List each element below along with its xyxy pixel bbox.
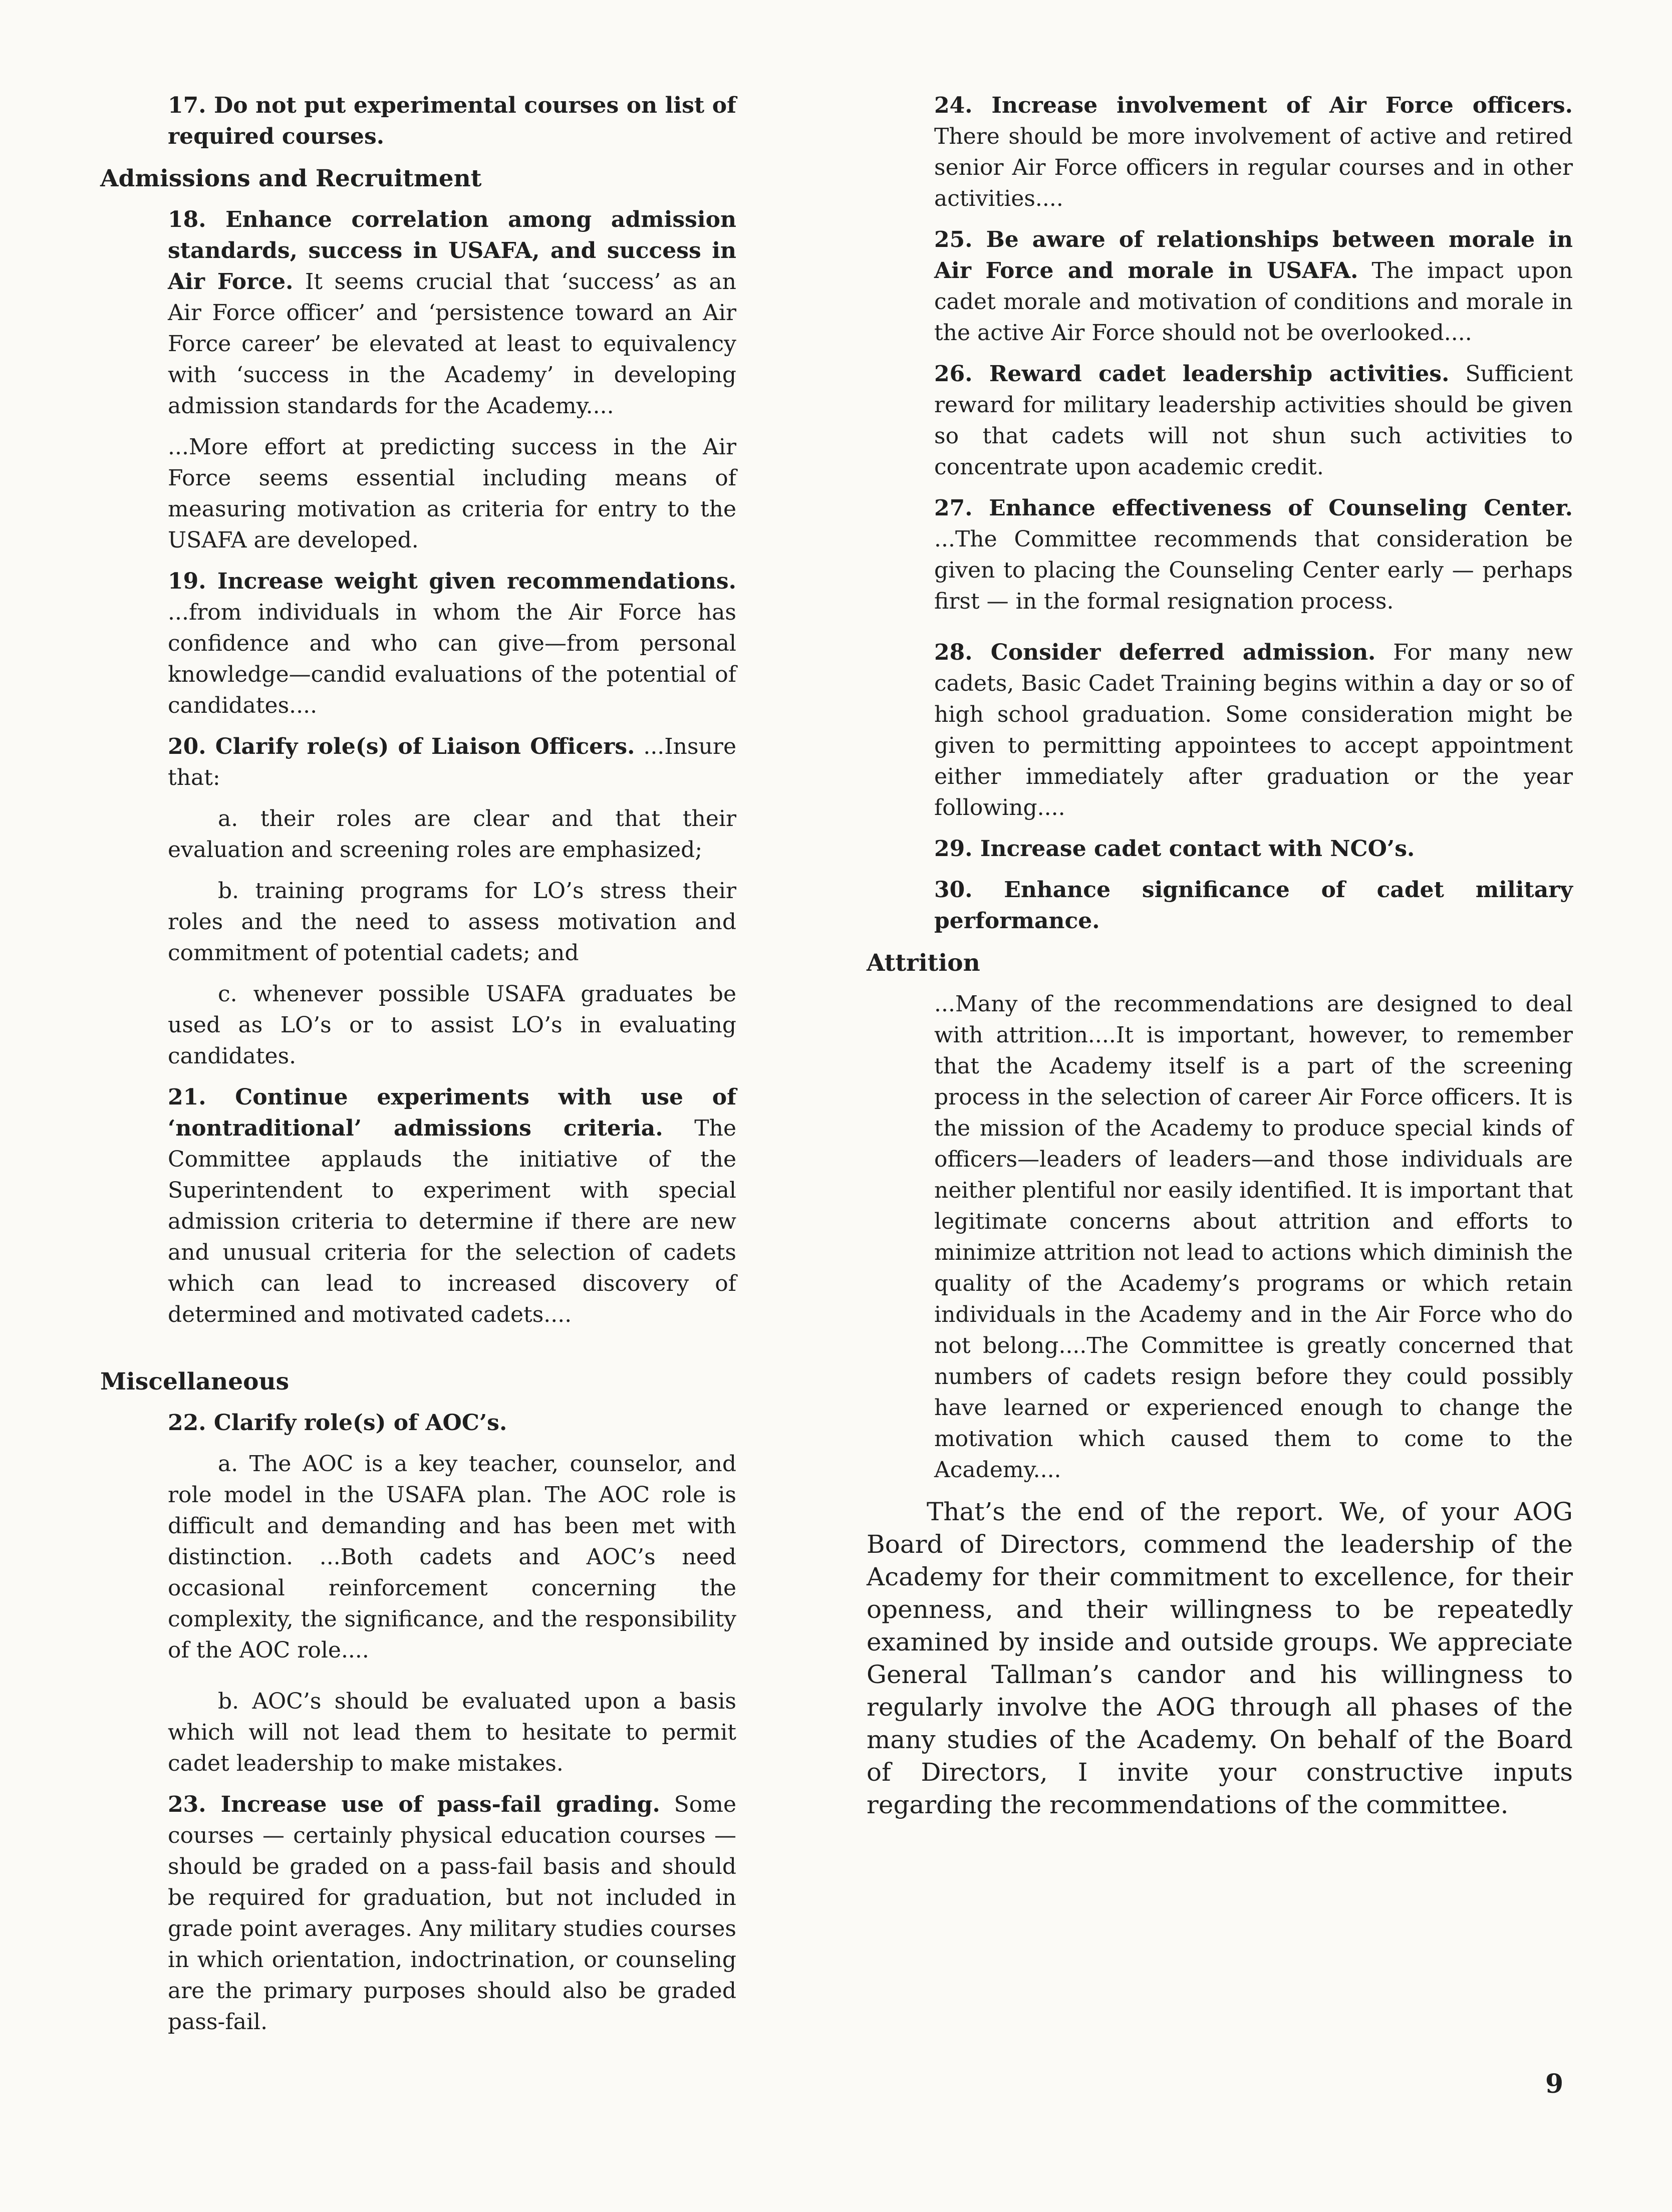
recommendation-text: ...from individuals in whom the Air Force has confidence and who can give—from personal knowledge—candid evaluations of the potential of candidates.... xyxy=(168,600,736,718)
recommendation-18 xyxy=(168,204,736,422)
right-column xyxy=(867,90,1573,1821)
left-column xyxy=(100,90,736,2048)
recommendation-title: 20. Clarify role(s) of Liaison Officers. xyxy=(168,734,635,759)
recommendation-title: 18. Enhance correlation among admission standards, success in USAFA, and success in Air Force. xyxy=(168,207,736,295)
section-heading-attrition: Attrition xyxy=(867,949,980,977)
recommendation-text: It seems crucial that ‘success’ as an Air Force officer’ and ‘persistence toward an Air Force career’ be elevated at least to equivalency with ‘success in the Academy’ in developing admission standards for the Academy.... xyxy=(168,269,736,419)
recommendation-23 xyxy=(168,1789,736,2038)
recommendation-title: 21. Continue experiments with use of ‘nontraditional’ admissions criteria. xyxy=(168,1084,736,1141)
recommendation-text: ...The Committee recommends that consideration be given to placing the Counseling Center early — perhaps first — in the formal resignation process. xyxy=(934,526,1573,614)
recommendation-22-b: b. AOC’s should be evaluated upon a basis which will not lead them to hesitate to permit cadet leadership to make mistakes. xyxy=(168,1689,736,1776)
attrition-paragraph: ...Many of the recommendations are designed to deal with attrition....It is important, however, to remember that the Academy itself is a part of the screening process in the selection of career Air Force officers. It is the mission of the Academy to produce special kinds of officers—leaders of leaders—and those individuals are neither plentiful nor easily identified. It is important that legitimate concerns about attrition and efforts to minimize attrition not lead to actions which diminish the quality of the Academy’s programs or which retain individuals in the Academy and in the Air Force who do not belong....The Committee is greatly concerned that numbers of cadets resign before they could possibly have learned or experienced enough to change the motivation which caused them to come to the Academy.... xyxy=(934,991,1573,1483)
recommendation-26 xyxy=(934,359,1573,483)
recommendation-20 xyxy=(168,731,736,793)
recommendation-title: 19. Increase weight given recommendations. xyxy=(168,569,736,594)
recommendation-title: 26. Reward cadet leadership activities. xyxy=(934,361,1450,387)
recommendation-title: 30. Enhance significance of cadet military performance. xyxy=(934,877,1573,934)
recommendation-25 xyxy=(934,224,1573,349)
recommendation-20-c: c. whenever possible USAFA graduates be used as LO’s or to assist LO’s in evaluating candidates. xyxy=(168,981,736,1069)
recommendation-20-b: b. training programs for LO’s stress their roles and the need to assess motivation and commitment of potential cadets; and xyxy=(168,878,736,966)
recommendation-title: 24. Increase involvement of Air Force officers. xyxy=(934,93,1573,118)
recommendation-title: 28. Consider deferred admission. xyxy=(934,640,1376,665)
recommendation-title: 22. Clarify role(s) of AOC’s. xyxy=(168,1410,507,1436)
section-heading-miscellaneous: Miscellaneous xyxy=(100,1368,290,1396)
page-number: 9 xyxy=(1545,2069,1564,2099)
section-heading-admissions: Admissions and Recruitment xyxy=(100,165,482,192)
recommendation-text: Some courses — certainly physical education courses — should be graded on a pass-fail basis and should be required for graduation, but not included in grade point averages. Any military studies courses in which orientation, indoctrination, or counseling are the primary purposes should also be graded pass-fail. xyxy=(168,1792,736,2035)
recommendation-22 xyxy=(168,1408,736,1439)
recommendation-text: The Committee applauds the initiative of the Superintendent to experiment with special admission criteria to determine if there are new and unusual criteria for the selection of cadets which can lead to increased discovery of determined and motivated cadets.... xyxy=(168,1116,736,1327)
recommendation-17 xyxy=(168,90,736,152)
recommendation-27 xyxy=(934,493,1573,617)
recommendation-18-continued: ...More effort at predicting success in the Air Force seems essential including means of measuring motivation as criteria for entry to the USAFA are developed. xyxy=(168,434,736,553)
recommendation-text: Sufficient reward for military leadership activities should be given so that cadets will not shun such activities to concentrate upon academic credit. xyxy=(934,361,1573,480)
recommendation-text: There should be more involvement of active and retired senior Air Force officers in regular courses and in other activities.... xyxy=(934,124,1573,211)
recommendation-title: 25. Be aware of relationships between morale in Air Force and morale in USAFA. xyxy=(934,227,1573,284)
recommendation-20-a: a. their roles are clear and that their evaluation and screening roles are emphasized; xyxy=(168,806,736,863)
recommendation-title: 29. Increase cadet contact with NCO’s. xyxy=(934,836,1415,862)
recommendation-text: ...Insure that: xyxy=(168,734,736,790)
recommendation-title: 23. Increase use of pass-fail grading. xyxy=(168,1792,660,1817)
recommendation-text: The impact upon cadet morale and motivation of conditions and morale in the active Air Force should not be overlooked.... xyxy=(934,258,1573,346)
recommendation-text: For many new cadets, Basic Cadet Training begins within a day or so of high school graduation. Some consideration might be given to permitting appointees to accept appointment either immediately after graduation or the year following.... xyxy=(934,640,1573,820)
closing-paragraph: That’s the end of the report. We, of your AOG Board of Directors, commend the leadership of the Academy for their commitment to excellence, for their openness, and their willingness to be repeatedly examined by inside and outside groups. We appreciate General Tallman’s candor and his willingness to regularly involve the AOG through all phases of the many studies of the Academy. On behalf of the Board of Directors, I invite your constructive inputs regarding the recommendations of the committee. xyxy=(867,1497,1573,1819)
recommendation-28 xyxy=(934,637,1573,823)
recommendation-22-a: a. The AOC is a key teacher, counselor, and role model in the USAFA plan. The AOC role is difficult and demanding and has been met with distinction. ...Both cadets and AOC’s need occasional reinforcement concerning the complexity, the significance, and the responsibility of the AOC role.... xyxy=(168,1451,736,1663)
recommendation-title: 17. Do not put experimental courses on list of required courses. xyxy=(168,93,736,149)
recommendation-21 xyxy=(168,1082,736,1330)
recommendation-title: 27. Enhance effectiveness of Counseling Center. xyxy=(934,495,1573,521)
recommendation-30 xyxy=(934,875,1573,937)
recommendation-19 xyxy=(168,566,736,721)
recommendation-24 xyxy=(934,90,1573,214)
recommendation-29 xyxy=(934,834,1573,865)
